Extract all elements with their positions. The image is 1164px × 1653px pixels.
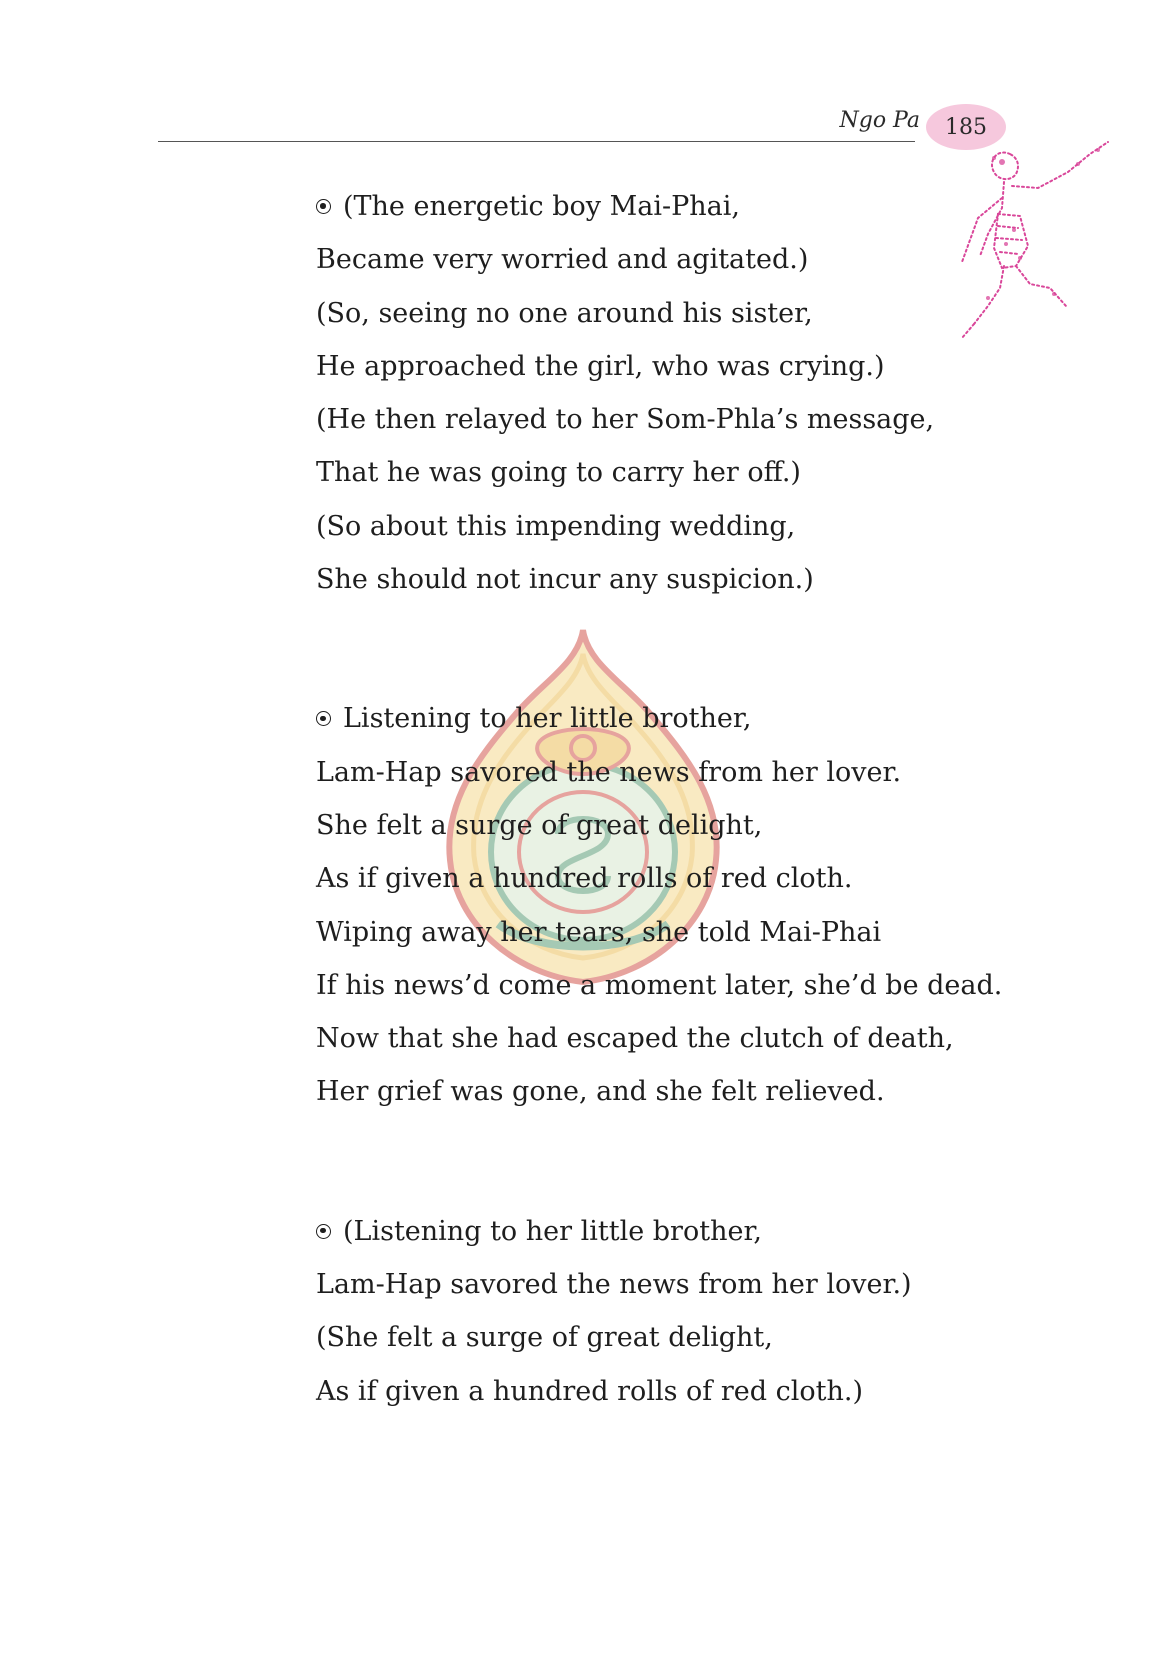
- poem-line: As if given a hundred rolls of red cloth.: [316, 863, 853, 895]
- running-title: Ngo Pa: [839, 108, 920, 133]
- poem-line: Became very worried and agitated.): [316, 244, 809, 276]
- poem-line: (So, seeing no one around his sister,: [316, 297, 813, 329]
- stanza-3: [316, 1205, 1016, 1418]
- poem-line: He approached the girl, who was crying.): [316, 350, 885, 382]
- bullet-icon: [316, 711, 331, 726]
- header-rule: [158, 141, 915, 142]
- poem-line: Now that she had escaped the clutch of death,: [316, 1023, 954, 1055]
- poem-line: Wiping away her tears, she told Mai-Phai: [316, 916, 882, 948]
- poem-line: (He then relayed to her Som-Phla’s message,: [316, 404, 935, 436]
- poem-line: Lam-Hap savored the news from her lover.: [316, 756, 902, 788]
- poem-line: She should not incur any suspicion.): [316, 564, 814, 596]
- poem-line: (So about this impending wedding,: [316, 510, 796, 542]
- poem-line: Listening to her little brother,: [316, 692, 1016, 745]
- stanza-2: [316, 692, 1016, 1118]
- poem-line: She felt a surge of great delight,: [316, 809, 763, 841]
- poem-line: (Listening to her little brother,: [316, 1205, 1016, 1258]
- page-number: 185: [945, 114, 987, 140]
- poem-line: (She felt a surge of great delight,: [316, 1322, 773, 1354]
- poem-line: (The energetic boy Mai-Phai,: [316, 180, 1016, 233]
- bullet-icon: [316, 199, 331, 214]
- poem-line: That he was going to carry her off.): [316, 457, 801, 489]
- stanza-1: [316, 180, 1016, 606]
- bullet-icon: [316, 1224, 331, 1239]
- poem-line: Her grief was gone, and she felt relieved.: [316, 1076, 885, 1108]
- poem-line: As if given a hundred rolls of red cloth.): [316, 1375, 863, 1407]
- poem-line: Lam-Hap savored the news from her lover.): [316, 1269, 912, 1301]
- poem-line: If his news’d come a moment later, she’d be dead.: [316, 969, 1003, 1001]
- poem: [316, 180, 1016, 1418]
